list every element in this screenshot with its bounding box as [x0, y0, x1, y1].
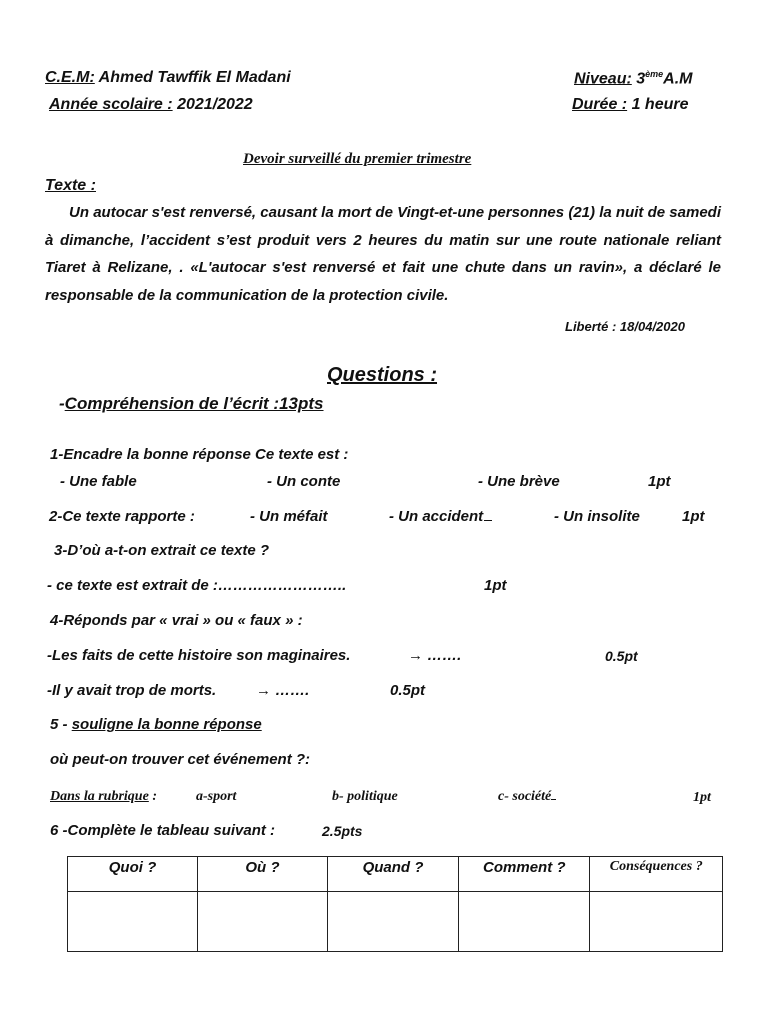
duration-label: Durée : [572, 96, 628, 113]
table-header-cell [327, 857, 458, 892]
answer-cell-comment[interactable] [459, 892, 590, 952]
q5-option-1: a-sport [196, 789, 237, 804]
q5-rubrique-line [50, 789, 157, 805]
answer-cell-quoi[interactable] [68, 892, 198, 952]
header-ou: Où ? [245, 859, 280, 876]
level-num: 3 [636, 70, 646, 88]
table-header-cell [198, 857, 328, 892]
header-quand: Quand ? [362, 859, 424, 876]
duration-value: 1 heure [631, 96, 689, 113]
year-label: Année scolaire : [49, 96, 173, 113]
q3-prompt: 3-D’où a-t-on extrait ce texte ? [54, 542, 270, 559]
q1-option-3: - Une brève [478, 473, 560, 490]
school-name: Ahmed Tawffik El Madani [98, 69, 291, 86]
questions-heading: Questions : [327, 364, 438, 386]
q4-item-2: -Il y avait trop de morts. [47, 682, 217, 699]
q5-option-2: b- politique [332, 789, 398, 804]
table-header-cell [590, 857, 723, 892]
level-label: Niveau: [574, 70, 632, 88]
q2-option-2-label: - Un accident [389, 508, 484, 525]
q5-rubrique-colon: : [152, 789, 157, 804]
level-line [574, 69, 693, 88]
q5-points: 1pt [693, 790, 711, 805]
q2-prompt: 2-Ce texte rapporte : [49, 508, 195, 525]
q6-prompt: 6 -Complète le tableau suivant : [50, 822, 276, 839]
q2-option-3: - Un insolite [554, 508, 640, 525]
q4-item-1-points: 0.5pt [605, 648, 638, 664]
q3-answer-line: - ce texte est extrait de :…………………….. [47, 577, 347, 594]
year-value: 2021/2022 [177, 96, 253, 113]
school-line [45, 69, 291, 87]
q1-points: 1pt [648, 473, 671, 490]
q6-points: 2.5pts [322, 823, 363, 839]
year-line [49, 96, 253, 114]
text-paragraph: Un autocar s'est renversé, causant la mort de Vingt-et-une personnes (21) la nuit de samedi à dimanche, l’accident s’est produit vers 2 heures du matin sur une route nationale reliant Tiaret à Relizane, . «L'autocar s'est renversé et fait une chute dans un ravin», a déclaré le responsable de la communication de la protection civile. [45, 204, 721, 304]
q5-option-3-label: c- société [498, 789, 552, 804]
q2-points: 1pt [682, 508, 705, 525]
q1-option-1: - Une fable [60, 473, 137, 490]
comprehension-line: -Compréhension de l’écrit :13pts [59, 394, 324, 413]
header-quoi: Quoi ? [108, 859, 157, 876]
school-label: C.E.M: [45, 69, 95, 86]
q5-number: 5 - [50, 716, 68, 733]
q5-prompt-line [50, 716, 262, 733]
table-header-row [68, 857, 723, 892]
header-comment: Comment ? [483, 859, 566, 876]
q2-option-1: - Un méfait [250, 508, 328, 525]
answer-cell-consequences[interactable] [590, 892, 723, 952]
q5-option-3 [498, 789, 556, 805]
q5-subquestion: où peut-on trouver cet événement ?: [50, 751, 311, 768]
answer-cell-ou[interactable] [198, 892, 328, 952]
q4-item-2-fill: → ……. [256, 682, 310, 699]
q4-item-1-fill: → ……. [408, 647, 462, 664]
q4-item-2-points: 0.5pt [390, 682, 426, 699]
exam-title: Devoir surveillé du premier trimestre [243, 151, 472, 167]
text-label: Texte : [45, 177, 96, 194]
q3-points: 1pt [484, 577, 507, 594]
comprehension-heading: Compréhension de l’écrit :13pts [64, 394, 324, 413]
q2-option-2 [389, 508, 492, 525]
table-row [68, 892, 723, 952]
q1-option-2: - Un conte [267, 473, 341, 490]
table-header-cell [459, 857, 590, 892]
table-header-cell [68, 857, 198, 892]
source-line: Liberté : 18/04/2020 [565, 319, 685, 334]
header-consequences: Conséquences ? [609, 859, 703, 874]
level-rest: A.M [663, 70, 693, 88]
q5-prompt: souligne la bonne réponse [71, 716, 262, 733]
duration-line [572, 96, 689, 114]
q4-prompt: 4-Réponds par « vrai » ou « faux » : [50, 612, 303, 629]
q1-prompt: 1-Encadre la bonne réponse Ce texte est : [50, 446, 349, 463]
answer-table [67, 856, 723, 952]
level-sup: ème [645, 69, 664, 79]
q4-item-1: -Les faits de cette histoire son maginaires. [47, 647, 351, 664]
q5-rubrique-label: Dans la rubrique [50, 789, 149, 804]
answer-cell-quand[interactable] [327, 892, 458, 952]
